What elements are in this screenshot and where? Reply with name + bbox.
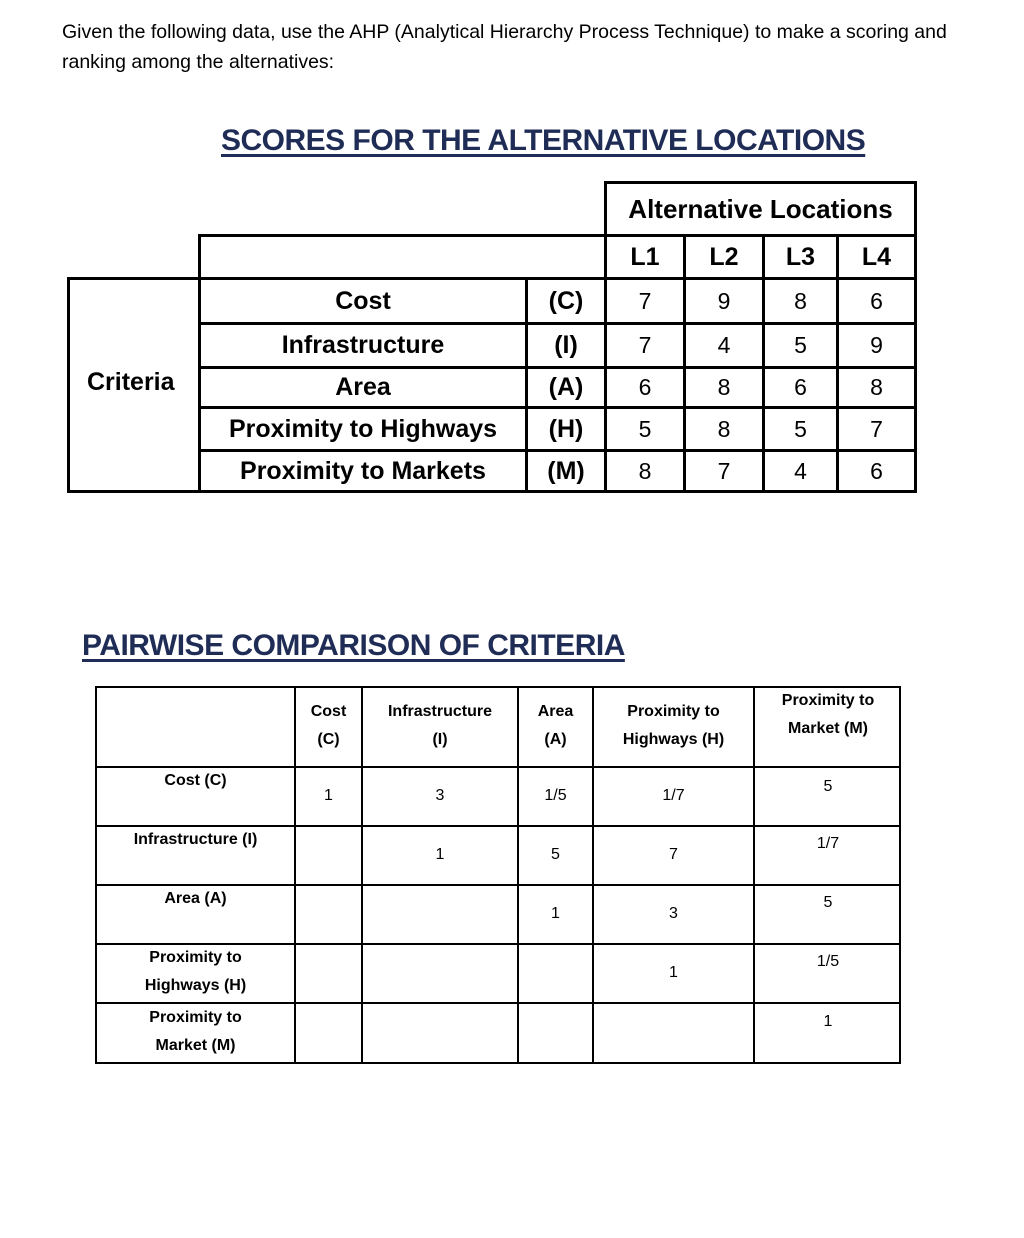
comparison-value: 1: [551, 905, 560, 922]
comparison-value: 1/5: [544, 787, 567, 804]
score-value: 7: [604, 322, 686, 369]
column-header-line1: Cost: [310, 703, 347, 720]
comparison-value: 5: [823, 894, 833, 911]
criterion-code: (C): [525, 277, 607, 325]
column-header-market: [755, 687, 901, 743]
location-header-l2: L2: [683, 234, 765, 280]
criteria-label: Criteria: [67, 277, 201, 493]
score-value: 8: [762, 277, 839, 325]
column-header-line1: Area: [537, 703, 574, 720]
comparison-value: 7: [669, 846, 678, 863]
row-label-line1: Area (A): [164, 890, 227, 907]
score-value: 5: [762, 406, 839, 452]
criterion-code: (A): [525, 366, 607, 409]
row-label-line1: Proximity to: [149, 949, 242, 966]
score-value: 6: [762, 366, 839, 409]
comparison-value: 1/5: [816, 953, 840, 970]
scores-header-blank: [198, 234, 607, 280]
row-label-infrastructure: [97, 826, 294, 854]
comparison-value: 5: [823, 778, 833, 795]
score-value: 6: [604, 366, 686, 409]
comparison-value: 1/7: [816, 835, 840, 852]
column-header-area: [519, 698, 592, 754]
column-header-infrastructure: [363, 698, 517, 754]
criterion-name: Area: [198, 366, 528, 409]
score-value: 7: [604, 277, 686, 325]
row-label-line2: Highways (H): [144, 977, 247, 994]
score-value: 7: [683, 449, 765, 493]
alternative-locations-header: Alternative Locations: [604, 181, 917, 237]
score-value: 8: [683, 366, 765, 409]
comparison-value: 1/7: [662, 787, 685, 804]
criterion-name: Cost: [198, 277, 528, 325]
row-label-cost: [97, 767, 294, 795]
column-header-line2: Market (M): [787, 720, 868, 737]
comparison-value: 5: [551, 846, 560, 863]
comparison-value: 1: [435, 846, 445, 863]
location-header-l1: L1: [604, 234, 686, 280]
score-value: 6: [836, 277, 917, 325]
criterion-name: Infrastructure: [198, 322, 528, 369]
comparison-value: 1: [823, 1013, 833, 1030]
row-label-highways: [97, 944, 294, 1000]
comparison-value: 1: [324, 787, 333, 804]
score-value: 4: [762, 449, 839, 493]
score-value: 8: [836, 366, 917, 409]
intro-text: Given the following data, use the AHP (Analytical Hierarchy Process Technique) to make a scoring and ranking among the alternatives:: [62, 21, 947, 73]
score-value: 7: [836, 406, 917, 452]
score-value: 5: [604, 406, 686, 452]
row-label-area: [97, 885, 294, 913]
comparison-value: 3: [435, 787, 445, 804]
score-value: 6: [836, 449, 917, 493]
criterion-code: (M): [525, 449, 607, 493]
column-header-line1: Proximity to: [781, 692, 875, 709]
comparison-value: 1: [669, 964, 678, 981]
criterion-name: Proximity to Highways: [198, 406, 528, 452]
column-header-line1: Proximity to: [627, 703, 720, 720]
score-value: 9: [836, 322, 917, 369]
score-value: 8: [604, 449, 686, 493]
column-header-line2: (A): [544, 731, 567, 748]
criterion-code: (H): [525, 406, 607, 452]
location-header-l3: L3: [762, 234, 839, 280]
column-header-line2: Highways (H): [622, 731, 725, 748]
score-value: 5: [762, 322, 839, 369]
column-header-highways: [594, 698, 753, 754]
row-label-market: [97, 1004, 294, 1060]
score-value: 9: [683, 277, 765, 325]
row-label-line1: Proximity to: [149, 1009, 242, 1026]
criterion-name: Proximity to Markets: [198, 449, 528, 493]
column-header-line1: Infrastructure: [387, 703, 493, 720]
column-header-line2: (I): [432, 731, 448, 748]
pairwise-table: [95, 686, 901, 1064]
scores-heading: SCORES FOR THE ALTERNATIVE LOCATIONS: [221, 124, 866, 157]
location-header-l4: L4: [836, 234, 917, 280]
pairwise-heading: PAIRWISE COMPARISON OF CRITERIA: [82, 629, 625, 662]
score-value: 8: [683, 406, 765, 452]
row-label-line1: Infrastructure (I): [133, 831, 258, 848]
column-header-line2: (C): [317, 731, 340, 748]
score-value: 4: [683, 322, 765, 369]
row-label-line1: Cost (C): [164, 772, 227, 789]
row-label-line2: Market (M): [155, 1037, 236, 1054]
criterion-code: (I): [525, 322, 607, 369]
comparison-value: 3: [669, 905, 678, 922]
column-header-cost: [296, 698, 361, 754]
